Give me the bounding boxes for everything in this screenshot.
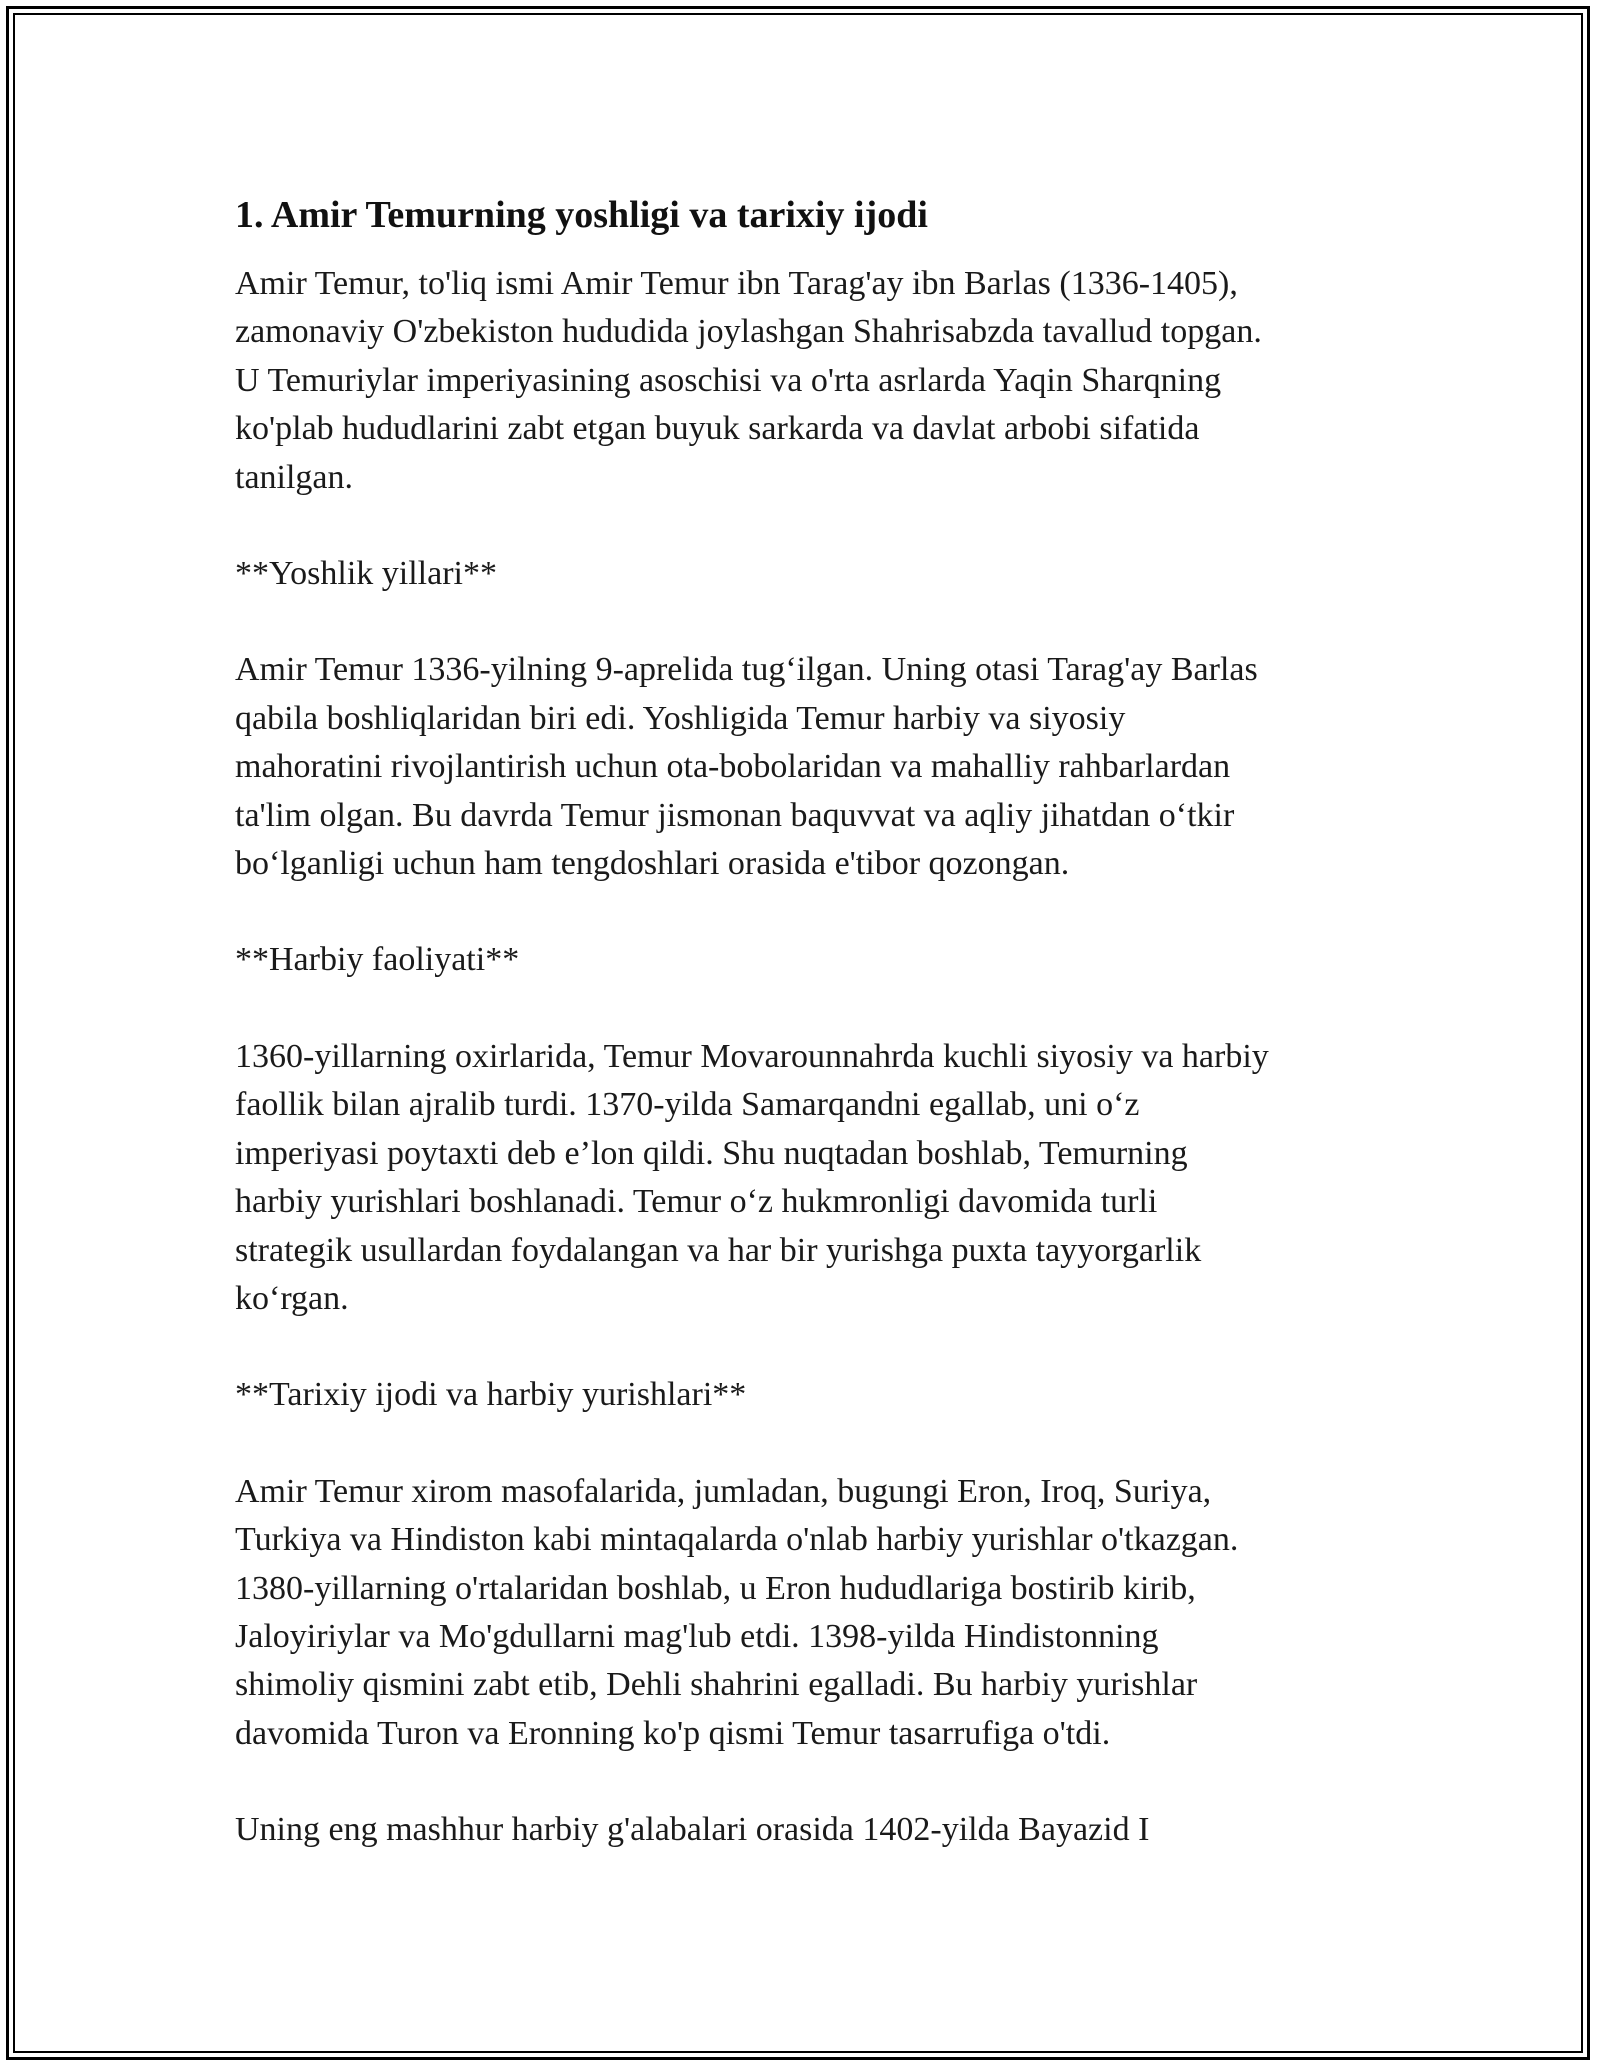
text-line: strategik usullardan foydalangan va har bir yurishga puxta tayyorgarlik <box>235 1231 1202 1269</box>
subheading-youth: **Yoshlik yillari** <box>235 555 497 593</box>
paragraph-intro <box>235 260 1365 502</box>
text-line: Amir Temur 1336-yilning 9-aprelida tug‘ilgan. Uning otasi Tarag'ay Barlas <box>235 651 1258 689</box>
subheading-campaigns: **Tarixiy ijodi va harbiy yurishlari** <box>235 1376 747 1414</box>
text-line: zamonaviy O'zbekiston hududida joylashgan Shahrisabzda tavallud topgan. <box>235 313 1262 351</box>
text-line: Turkiya va Hindiston kabi mintaqalarda o'nlab harbiy yurishlar o'tkazgan. <box>235 1521 1239 1559</box>
paragraph-campaigns <box>235 1468 1365 1758</box>
text-line: ko'plab hududlarini zabt etgan buyuk sarkarda va davlat arbobi sifatida <box>235 410 1200 448</box>
section-heading: 1. Amir Temurning yoshligi va tarixiy ijodi <box>235 194 928 236</box>
text-line: qabila boshliqlaridan biri edi. Yoshligida Temur harbiy va siyosiy <box>235 699 1126 737</box>
text-line: tanilgan. <box>235 458 354 496</box>
paragraph-victories <box>235 1806 1365 1854</box>
text-line: ko‘rgan. <box>235 1279 349 1317</box>
text-line: Amir Temur xirom masofalarida, jumladan, bugungi Eron, Iroq, Suriya, <box>235 1472 1212 1510</box>
text-line: imperiyasi poytaxti deb e’lon qildi. Shu nuqtadan boshlab, Temurning <box>235 1134 1188 1172</box>
text-line: Uning eng mashhur harbiy g'alabalari orasida 1402-yilda Bayazid I <box>235 1811 1150 1849</box>
text-line: bo‘lganligi uchun ham tengdoshlari orasida e'tibor qozongan. <box>235 845 1070 883</box>
paragraph-youth <box>235 646 1365 888</box>
subheading-military: **Harbiy faoliyati** <box>235 941 520 979</box>
text-line: Jaloyiriylar va Mo'gdullarni mag'lub etdi. 1398-yilda Hindistonning <box>235 1617 1159 1655</box>
text-line: 1360-yillarning oxirlarida, Temur Movarounnahrda kuchli siyosiy va harbiy <box>235 1037 1269 1075</box>
text-line: shimoliy qismini zabt etib, Dehli shahrini egalladi. Bu harbiy yurishlar <box>235 1666 1198 1704</box>
document-body <box>235 182 1365 1855</box>
text-line: ta'lim olgan. Bu davrda Temur jismonan baquvvat va aqliy jihatdan o‘tkir <box>235 796 1235 834</box>
paragraph-military <box>235 1033 1365 1323</box>
text-line: 1380-yillarning o'rtalaridan boshlab, u Eron hududlariga bostirib kirib, <box>235 1569 1196 1607</box>
text-line: davomida Turon va Eronning ko'p qismi Temur tasarrufiga o'tdi. <box>235 1714 1111 1752</box>
text-line: Amir Temur, to'liq ismi Amir Temur ibn Tarag'ay ibn Barlas (1336-1405), <box>235 265 1238 302</box>
text-line: mahoratini rivojlantirish uchun ota-bobolaridan va mahalliy rahbarlardan <box>235 748 1231 786</box>
text-line: harbiy yurishlari boshlanadi. Temur o‘z hukmronligi davomida turli <box>235 1183 1158 1221</box>
text-line: U Temuriylar imperiyasining asoschisi va o'rta asrlarda Yaqin Sharqning <box>235 361 1222 399</box>
text-line: faollik bilan ajralib turdi. 1370-yilda Samarqandni egallab, uni o‘z <box>235 1086 1140 1124</box>
